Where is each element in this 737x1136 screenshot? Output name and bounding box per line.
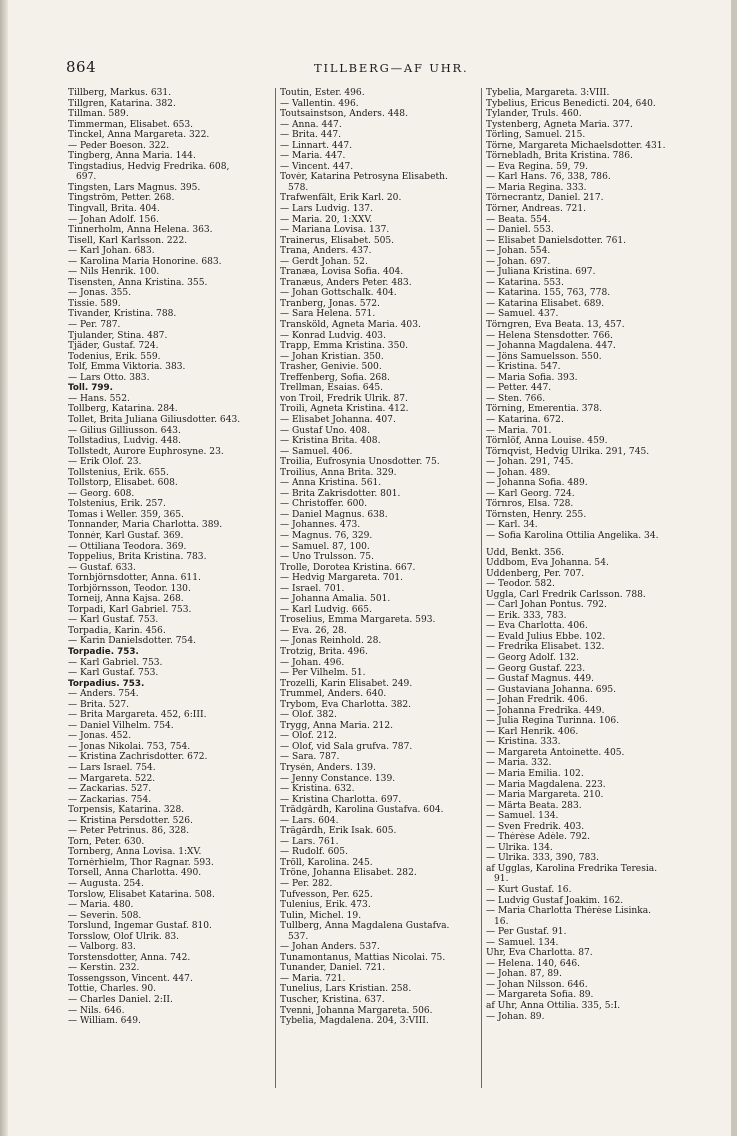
index-entry: Tollberg, Katarina. 284. xyxy=(68,404,178,415)
index-entry: — Katarina. 672. xyxy=(486,414,564,425)
index-entry: — Maria Emilia. 102. xyxy=(486,769,584,779)
index-entry: Troilia, Eufrosynia Unosdotter. 75. xyxy=(280,457,440,468)
index-entry: Treffenberg, Sofia. 268. xyxy=(280,372,390,383)
index-entry: Trolle, Dorotea Kristina. 667. xyxy=(280,562,416,573)
index-entry: — Gilius Gilliusson. 643. xyxy=(68,425,181,436)
index-column-2 xyxy=(280,88,476,1027)
index-entry: Tolf, Emma Viktoria. 383. xyxy=(68,362,186,373)
index-entry: — Kurt Gustaf. 16. xyxy=(486,885,572,896)
index-entry: — Karl Georg. 724. xyxy=(486,488,575,499)
index-entry: — Daniel. 553. xyxy=(486,225,554,236)
index-entry: Trummel, Anders. 640. xyxy=(280,689,387,700)
index-entry: — Johan. 697. xyxy=(486,256,551,267)
index-entry: — Maria Margareta. 210. xyxy=(486,790,604,801)
index-entry: Trysén, Anders. 139. xyxy=(280,763,376,773)
index-entry: — Jonas. 452. xyxy=(68,731,132,742)
index-entry: — Linnart. 447. xyxy=(280,140,353,151)
index-entry: — Anna Kristina. 561. xyxy=(280,478,382,489)
index-entry: — Karin Danielsdotter. 754. xyxy=(68,636,197,647)
index-entry: von Troil, Fredrik Ulrik. 87. xyxy=(280,393,408,404)
running-title: TILLBERG—AF UHR. xyxy=(314,61,469,75)
index-entry: — Johanna Amalia. 501. xyxy=(280,594,391,605)
index-entry: — Jonas. 355. xyxy=(68,288,132,299)
index-entry: Torpadia, Karin. 456. xyxy=(68,625,166,636)
index-entry: — Karolina Maria Honorine. 683. xyxy=(68,256,222,267)
index-entry: — Ulrika. 134. xyxy=(486,842,553,853)
index-entry: Torpensis, Katarina. 328. xyxy=(68,805,185,816)
index-entry: — Johan Kristian. 350. xyxy=(280,351,384,362)
index-entry: — Anna. 447. xyxy=(280,119,342,130)
index-entry: Torsslow, Olof Ulrik. 83. xyxy=(68,931,180,942)
index-entry: 16. xyxy=(494,916,509,927)
index-entry: Törngren, Eva Beata. 13, 457. xyxy=(486,320,625,331)
index-entry: — Maria. 701. xyxy=(486,425,552,436)
index-entry: — Johan. 554. xyxy=(486,246,551,257)
index-entry: — Severin. 508. xyxy=(68,910,142,921)
index-entry: Trybom, Eva Charlotta. 382. xyxy=(280,699,412,710)
index-entry: Tufvesson, Per. 625. xyxy=(280,889,373,900)
index-entry: — William. 649. xyxy=(68,1016,141,1027)
index-entry: — Karl Ludvig. 665. xyxy=(280,604,372,615)
index-entry: Troilius, Anna Brita. 329. xyxy=(280,467,397,478)
index-entry: Tivander, Kristina. 788. xyxy=(68,309,177,320)
index-entry: Tillman. 589. xyxy=(68,109,129,120)
index-entry: Tossengsson, Vincent. 447. xyxy=(68,973,193,984)
index-entry: — Maria. 332. xyxy=(486,758,552,769)
index-entry: — Evald Julius Ebbe. 102. xyxy=(486,631,606,642)
index-entry: — Johan. 496. xyxy=(280,657,345,668)
index-entry: — Maria. 447. xyxy=(280,151,346,162)
index-entry: Tornérhielm, Thor Ragnar. 593. xyxy=(68,857,214,868)
index-entry: Troili, Agneta Kristina. 412. xyxy=(280,404,409,415)
index-entry: — Mariana Lovisa. 137. xyxy=(280,225,390,236)
index-entry: — Juliana Kristina. 697. xyxy=(486,267,596,278)
index-entry: 578. xyxy=(288,182,309,193)
index-entry: Tingsten, Lars Magnus. 395. xyxy=(68,182,201,193)
index-entry: — Fredrika Elisabet. 132. xyxy=(486,642,605,653)
index-entry: Tybelius, Ericus Benedicti. 204, 640. xyxy=(486,98,656,109)
index-entry: — Sven Fredrik. 403. xyxy=(486,821,585,832)
index-entry: — Margareta Sofia. 89. xyxy=(486,990,594,1001)
index-entry: — Beata. 554. xyxy=(486,214,551,225)
index-entry: — Maria Charlotta Thérèse Lisinka. xyxy=(486,906,652,917)
index-entry: Trozelli, Karin Elisabet. 249. xyxy=(280,678,413,689)
index-entry: Trafwenfält, Erik Karl. 20. xyxy=(280,193,402,204)
index-entry: — Jöns Samuelsson. 550. xyxy=(486,351,602,362)
index-entry: — Olof. 212. xyxy=(280,731,337,742)
index-entry: — Sten. 766. xyxy=(486,393,546,404)
index-entry: Tybelia, Magdalena. 204, 3:VIII. xyxy=(280,1016,429,1027)
index-entry: — Märta Beata. 283. xyxy=(486,800,582,811)
column-rule xyxy=(275,88,276,1088)
index-entry: — Maria. 20, 1:XXV. xyxy=(280,214,373,225)
index-entry: Tullberg, Anna Magdalena Gustafva. xyxy=(280,921,450,932)
index-entry: Udd, Benkt. 356. xyxy=(486,547,565,558)
index-entry: — Karl Gabriel. 753. xyxy=(68,657,163,668)
book-gutter xyxy=(0,0,8,1136)
index-entry: Transköld, Agneta Maria. 403. xyxy=(280,320,421,331)
index-entry: — Vincent. 447. xyxy=(280,161,354,172)
index-entry: Tjäder, Gustaf. 724. xyxy=(68,341,159,352)
index-entry: — Lars Otto. 383. xyxy=(68,372,150,383)
index-entry: Tingberg, Anna Maria. 144. xyxy=(68,151,196,162)
index-entry: Tranæa, Lovisa Sofia. 404. xyxy=(280,267,404,278)
index-entry: — Eva Regina. 59, 79. xyxy=(486,161,588,172)
index-entry: — Jonas Nikolai. 753, 754. xyxy=(68,741,191,752)
index-entry: Törnros, Elsa. 728. xyxy=(486,499,574,510)
index-entry: — Teodor. 582. xyxy=(486,579,555,590)
index-entry: Tomas i Weller. 359, 365. xyxy=(68,509,184,520)
index-entry: Tonnér, Karl Gustaf. 369. xyxy=(68,530,184,541)
index-entry: Tylander, Truls. 460. xyxy=(486,109,582,120)
index-entry: — Katarina Elisabet. 689. xyxy=(486,298,605,309)
index-entry: Tulin, Michel. 19. xyxy=(280,910,362,921)
index-entry: — Ludvig Gustaf Joakim. 162. xyxy=(486,895,624,906)
index-entry: — Erik Olof. 23. xyxy=(68,457,142,468)
index-entry: Tybelia, Margareta. 3:VIII. xyxy=(486,88,610,98)
index-entry: — Olof, vid Sala grufva. 787. xyxy=(280,741,413,752)
index-entry: Tollstadius, Ludvig. 448. xyxy=(68,436,182,447)
index-entry: — Sara Helena. 571. xyxy=(280,309,376,320)
index-entry: af Uhr, Anna Ottilia. 335, 5:I. xyxy=(486,1001,621,1012)
index-entry: Tingstadius, Hedvig Fredrika. 608, xyxy=(68,161,230,172)
index-entry: Todenius, Erik. 559. xyxy=(68,351,161,362)
page-number: 864 xyxy=(66,58,97,76)
index-entry: Tornberg, Anna Lovisa. 1:XV. xyxy=(68,847,202,858)
index-entry: Torbjörnsson, Teodor. 130. xyxy=(68,583,191,594)
index-entry: — Katarina. 553. xyxy=(486,277,564,288)
index-entry: Tollet, Brita Juliana Giliusdotter. 643. xyxy=(68,414,241,425)
index-entry: — Vallentin. 496. xyxy=(280,98,359,109)
index-entry: Tollstedt, Aurore Euphrosyne. 23. xyxy=(68,446,224,457)
index-entry: Tingström, Petter. 268. xyxy=(68,193,175,204)
index-entry: — Johan. 489. xyxy=(486,467,551,478)
index-entry: Toutin, Ester. 496. xyxy=(280,88,365,98)
index-entry: Tisell, Karl Karlsson. 222. xyxy=(68,235,188,246)
index-entry: — Margareta. 522. xyxy=(68,773,156,784)
index-entry: Törnqvist, Hedvig Ulrika. 291, 745. xyxy=(486,446,650,457)
index-entry: — Kerstin. 232. xyxy=(68,963,140,974)
index-entry: Trana, Anders. 437. xyxy=(280,246,372,257)
index-entry: — Anders. 754. xyxy=(68,689,139,700)
index-entry: — Karl. 34. xyxy=(486,520,538,531)
index-entry: — Katarina. 155, 763, 778. xyxy=(486,288,611,299)
index-entry: — Helena Stensdotter. 766. xyxy=(486,330,613,341)
index-entry: — Per. 787. xyxy=(68,320,121,331)
index-entry: Toutsainstson, Anders. 448. xyxy=(280,109,408,120)
index-entry: Torslund, Ingemar Gustaf. 810. xyxy=(68,921,212,932)
index-entry: Toll. 799. xyxy=(68,383,114,394)
index-entry: Tisensten, Anna Kristina. 355. xyxy=(68,277,208,288)
index-entry: Trainerus, Elisabet. 505. xyxy=(280,235,395,246)
index-entry: Tröne, Johanna Elisabet. 282. xyxy=(280,868,417,879)
index-entry: — Georg. 608. xyxy=(68,488,135,499)
index-entry: Törning, Emerentia. 378. xyxy=(486,404,603,415)
index-entry: Törne, Margareta Michaelsdotter. 431. xyxy=(486,140,666,151)
index-entry: Uhr, Eva Charlotta. 87. xyxy=(486,948,593,959)
index-entry: Tulenius, Erik. 473. xyxy=(280,900,371,911)
index-entry: — Konrad Ludvig. 403. xyxy=(280,330,386,341)
index-entry: Tillberg, Markus. 631. xyxy=(68,88,172,98)
index-entry: — Brita Zakrisdotter. 801. xyxy=(280,488,401,499)
index-entry: Tolstenius, Erik. 257. xyxy=(68,499,166,510)
index-entry: — Ulrika. 333, 390, 783. xyxy=(486,853,600,864)
index-entry: Torslow, Elisabet Katarina. 508. xyxy=(68,889,215,900)
index-entry: Tranberg, Jonas. 572. xyxy=(280,298,380,309)
index-entry: Tunelius, Lars Kristian. 258. xyxy=(280,984,412,995)
index-entry: — Maria. 721. xyxy=(280,973,346,984)
index-entry: — Magnus. 76, 329. xyxy=(280,530,373,541)
index-entry: — Brita. 447. xyxy=(280,130,342,141)
index-entry: — Johan Adolf. 156. xyxy=(68,214,159,225)
index-entry: 697. xyxy=(76,172,97,183)
index-entry: — Elisabet Danielsdotter. 761. xyxy=(486,235,627,246)
index-entry: — Gustaf Magnus. 449. xyxy=(486,674,595,685)
index-entry: — Georg Adolf. 132. xyxy=(486,652,580,663)
index-entry: — Peter Petrinus. 86, 328. xyxy=(68,826,190,837)
index-entry: Tillgren, Katarina. 382. xyxy=(68,98,176,109)
index-entry: Torpadius. 753. xyxy=(68,678,145,689)
index-entry: — Jonas Reinhold. 28. xyxy=(280,636,382,647)
index-entry: — Uno Trulsson. 75. xyxy=(280,552,374,563)
index-entry: Troselius, Emma Margareta. 593. xyxy=(280,615,436,626)
index-entry: — Kristina Persdotter. 526. xyxy=(68,815,193,826)
index-entry: — Sofia Karolina Ottilia Angelika. 34. xyxy=(486,530,659,541)
index-entry: — Johanna Fredrika. 449. xyxy=(486,705,605,716)
index-entry: — Hans. 552. xyxy=(68,393,130,404)
index-entry: — Olof. 382. xyxy=(280,710,337,721)
index-entry: — Karl Gustaf. 753. xyxy=(68,615,159,626)
index-entry: Trägårdh, Erik Isak. 605. xyxy=(280,826,397,837)
index-entry: Trasher, Genivie. 500. xyxy=(280,362,382,373)
index-entry: Trädgårdh, Karolina Gustafva. 604. xyxy=(280,805,444,816)
index-entry: — Kristina. 632. xyxy=(280,784,355,795)
index-entry: — Gustaviana Johanna. 695. xyxy=(486,684,617,695)
index-entry: Tollstorp, Elisabet. 608. xyxy=(68,478,178,489)
index-entry: — Maria. 480. xyxy=(68,900,134,911)
index-entry: Trellman, Esaias. 645. xyxy=(280,383,384,394)
index-entry: af Ugglas, Karolina Fredrika Teresia. xyxy=(486,863,658,874)
index-entry: — Maria Regina. 333. xyxy=(486,182,587,193)
index-entry: Tornbjörnsdotter, Anna. 611. xyxy=(68,573,201,584)
index-entry: — Maria Magdalena. 223. xyxy=(486,779,606,790)
index-entry: Uggla, Carl Fredrik Carlsson. 788. xyxy=(486,589,646,600)
index-entry: — Gerdt Johan. 52. xyxy=(280,256,368,267)
index-entry: — Johan. 87, 89. xyxy=(486,969,562,980)
index-entry: Tröll, Karolina. 245. xyxy=(280,857,373,868)
index-entry: — Gustaf Uno. 408. xyxy=(280,425,370,436)
index-entry: — Per. 282. xyxy=(280,879,333,890)
index-entry: — Lars. 761. xyxy=(280,836,339,847)
index-entry: Tunamontanus, Mattias Nicolai. 75. xyxy=(280,952,446,963)
index-entry: — Kristina. 547. xyxy=(486,362,561,373)
index-entry: — Nils. 646. xyxy=(68,1005,125,1016)
index-entry: Tissie. 589. xyxy=(68,298,121,309)
index-entry: — Kristina Brita. 408. xyxy=(280,436,381,447)
index-entry: Tinckel, Anna Margareta. 322. xyxy=(68,130,210,141)
index-entry: Tjulander, Stina. 487. xyxy=(68,330,168,341)
index-entry: — Christoffer. 600. xyxy=(280,499,368,510)
index-entry: — Valborg. 83. xyxy=(68,942,136,953)
index-entry: — Lars Ludvig. 137. xyxy=(280,204,373,215)
index-entry: — Margareta Antoinette. 405. xyxy=(486,747,625,758)
index-entry: — Samuel. 134. xyxy=(486,937,559,948)
index-entry: — Zackarias. 527. xyxy=(68,784,152,795)
index-entry: — Brita Margareta. 452, 6:III. xyxy=(68,710,207,721)
index-entry: — Israel. 701. xyxy=(280,583,345,594)
index-entry: Törnebladh, Brita Kristina. 786. xyxy=(486,151,633,162)
index-entry: Trapp, Emma Kristina. 350. xyxy=(280,341,409,352)
index-entry: Törnecrantz, Daniel. 217. xyxy=(486,193,604,204)
index-entry: — Rudolf. 605. xyxy=(280,847,348,858)
index-column-3 xyxy=(486,88,698,1022)
index-entry: Trygg, Anna Maria. 212. xyxy=(280,720,394,731)
index-entry: Törling, Samuel. 215. xyxy=(486,130,586,141)
index-entry: — Daniel Vilhelm. 754. xyxy=(68,720,174,731)
index-entry: — Zackarias. 754. xyxy=(68,794,152,805)
index-entry: Tollstenius, Erik. 655. xyxy=(68,467,169,478)
index-entry: — Helena. 140, 646. xyxy=(486,958,581,969)
index-entry: Törnlöf, Anna Louise. 459. xyxy=(486,436,608,447)
index-entry: Tuscher, Kristina. 637. xyxy=(280,995,385,1006)
index-entry: — Nils Henrik. 100. xyxy=(68,267,160,278)
index-entry: — Georg Gustaf. 223. xyxy=(486,663,586,674)
index-entry: — Kristina Charlotta. 697. xyxy=(280,794,402,805)
index-entry: — Karl Henrik. 406. xyxy=(486,726,579,737)
index-entry: — Petter. 447. xyxy=(486,383,552,394)
index-entry: — Peder Boeson. 322. xyxy=(68,140,170,151)
index-entry: — Karl Johan. 683. xyxy=(68,246,155,257)
index-entry: — Hedvig Margareta. 701. xyxy=(280,573,404,584)
index-entry: — Erik. 333, 783. xyxy=(486,610,567,621)
index-entry: — Samuel. 134. xyxy=(486,811,559,822)
index-entry: Tystenberg, Agneta Maria. 377. xyxy=(486,119,633,130)
index-entry: — Karl Hans. 76, 338, 786. xyxy=(486,172,611,183)
index-entry: — Daniel Magnus. 638. xyxy=(280,509,388,520)
index-entry: 91. xyxy=(494,874,509,885)
index-entry: — Samuel. 406. xyxy=(280,446,353,457)
index-entry: Torsell, Anna Charlotta. 490. xyxy=(68,868,202,879)
index-entry: — Johanna Magdalena. 447. xyxy=(486,341,616,352)
index-entry: — Kristina Zachrisdotter. 672. xyxy=(68,752,208,763)
index-entry: — Johanna Sofia. 489. xyxy=(486,478,588,489)
index-entry: Torpadie. 753. xyxy=(68,646,139,657)
index-entry: — Johan. 291, 745. xyxy=(486,457,574,468)
index-entry: — Augusta. 254. xyxy=(68,879,144,890)
index-entry: — Johan Nilsson. 646. xyxy=(486,979,588,990)
index-entry: — Johan. 89. xyxy=(486,1011,545,1022)
page-edge xyxy=(731,0,737,1136)
index-entry: — Per Vilhelm. 51. xyxy=(280,668,366,679)
index-entry: Tvenni, Johanna Margareta. 506. xyxy=(280,1005,433,1016)
index-entry: Toppelius, Brita Kristina. 783. xyxy=(68,552,207,563)
index-entry: — Johannes. 473. xyxy=(280,520,361,531)
column-rule xyxy=(481,88,482,1088)
index-entry: Trotzig, Brita. 496. xyxy=(280,646,368,657)
index-entry: Tottie, Charles. 90. xyxy=(68,984,156,995)
index-entry: — Eva. 26, 28. xyxy=(280,625,347,636)
index-entry: — Brita. 527. xyxy=(68,699,130,710)
index-column-1 xyxy=(68,88,270,1027)
index-entry: — Ottiliana Teodora. 369. xyxy=(68,541,187,552)
index-entry: — Gustaf. 633. xyxy=(68,562,136,573)
index-entry: — Samuel. 437. xyxy=(486,309,559,320)
index-entry: Uddbom, Eva Johanna. 54. xyxy=(486,558,609,569)
index-entry: — Samuel. 87, 100. xyxy=(280,541,370,552)
index-entry: Tingvall, Brita. 404. xyxy=(68,204,160,215)
index-entry: Tranæus, Anders Peter. 483. xyxy=(280,277,412,288)
index-entry: — Charles Daniel. 2:II. xyxy=(68,995,173,1006)
index-entry: — Sara. 787. xyxy=(280,752,340,763)
index-entry: Törner, Andreas. 721. xyxy=(486,204,586,215)
index-entry: 537. xyxy=(288,931,309,942)
index-entry: Timmerman, Elisabet. 653. xyxy=(68,119,194,130)
index-entry: Tunander, Daniel. 721. xyxy=(280,963,386,974)
index-entry: — Johan Gottschalk. 404. xyxy=(280,288,397,299)
index-entry: — Elisabet Johanna. 407. xyxy=(280,414,396,425)
index-entry: Tonnander, Maria Charlotta. 389. xyxy=(68,520,223,531)
index-entry: — Maria Sofia. 393. xyxy=(486,372,578,383)
index-entry: Torpadi, Karl Gabriel. 753. xyxy=(68,604,192,615)
index-entry: Torstensdotter, Anna. 742. xyxy=(68,952,191,963)
index-entry: — Lars Israel. 754. xyxy=(68,763,156,773)
index-entry: Torneij, Anna Kajsa. 268. xyxy=(68,594,184,605)
index-entry: — Julia Regina Turinna. 106. xyxy=(486,716,620,727)
page-header xyxy=(66,58,676,80)
index-entry: — Per Gustaf. 91. xyxy=(486,927,567,938)
index-entry: — Karl Gustaf. 753. xyxy=(68,668,159,679)
index-entry: Tovér, Katarina Petrosyna Elisabeth. xyxy=(280,172,448,183)
index-entry: — Jenny Constance. 139. xyxy=(280,773,396,784)
index-entry: Uddenberg, Per. 707. xyxy=(486,568,585,579)
index-entry: — Johan Anders. 537. xyxy=(280,942,380,953)
index-entry: — Kristina. 333. xyxy=(486,737,561,748)
index-entry: Törnsten, Henry. 255. xyxy=(486,509,587,520)
index-entry: — Thérèse Adèle. 792. xyxy=(486,832,591,843)
index-entry: Tinnerholm, Anna Helena. 363. xyxy=(68,225,213,236)
index-entry: Torn, Peter. 630. xyxy=(68,836,145,847)
index-entry: — Carl Johan Pontus. 792. xyxy=(486,600,607,611)
index-entry: — Eva Charlotta. 406. xyxy=(486,621,588,632)
index-entry: — Johan Fredrik. 406. xyxy=(486,695,588,706)
index-entry: — Lars. 604. xyxy=(280,815,339,826)
